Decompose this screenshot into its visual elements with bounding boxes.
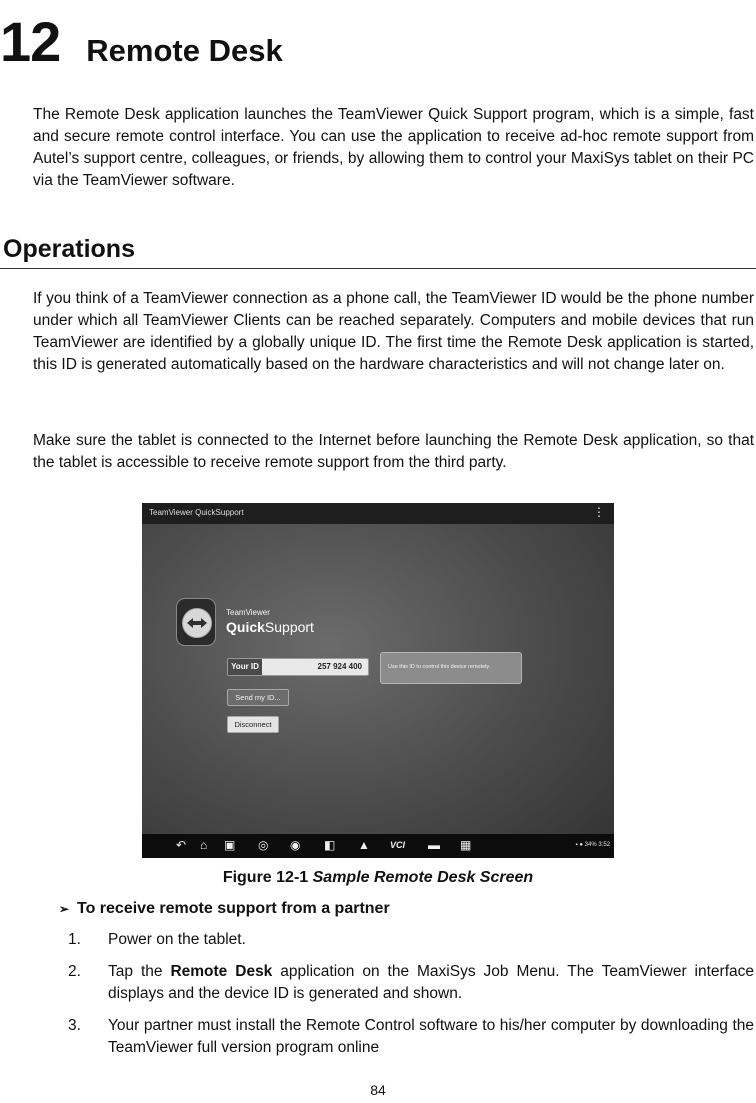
paragraph-teamviewer-id: If you think of a TeamViewer connection as a phone call, the TeamViewer ID would be the phone number under which all TeamViewer Clients can be reached separately. Computers and mobile devices that run TeamViewer are identified by a globally unique ID. The first time the Remote Desk application is started, this ID is generated automatically based on the hardware characteristics and will not change later on. — [33, 290, 754, 373]
app-title: TeamViewer QuickSupport — [149, 508, 244, 517]
display-volume-icon[interactable]: ◧ — [324, 838, 336, 852]
camera-icon[interactable]: ◉ — [290, 838, 301, 852]
maxisys-icon[interactable]: ▲ — [358, 838, 370, 852]
chapter-heading — [0, 10, 283, 73]
chrome-icon[interactable]: ◎ — [258, 838, 269, 852]
figure-caption — [0, 869, 756, 887]
step-number: 2. — [68, 963, 81, 980]
step-number: 3. — [68, 1017, 81, 1034]
id-hint-text: Use this ID to control this device remotely. — [388, 664, 491, 670]
arrow-bullet-icon: ➢ — [59, 902, 70, 916]
car-icon[interactable]: ▬ — [428, 838, 440, 852]
id-hint-tooltip — [380, 652, 522, 684]
intro-paragraph: The Remote Desk application launches the TeamViewer Quick Support program, which is a simple, fast and secure remote control interface. You can use the application to receive ad-hoc remote support from Autel’s support centre, colleagues, or friends, by allowing them to control your MaxiSys tablet on their PC via the TeamViewer software. — [33, 106, 754, 189]
overflow-menu-icon[interactable]: ⋮ — [593, 505, 605, 519]
battery-clock: 34% 3:52 — [584, 842, 610, 848]
teamviewer-logo-icon — [176, 598, 216, 646]
chapter-title: Remote Desk — [86, 33, 283, 68]
step-text: Power on the tablet. — [108, 931, 246, 948]
step-text: Your partner must install the Remote Control software to his/her computer by downloading the TeamViewer full version program online — [108, 1017, 754, 1056]
status-area: ▪ ● 34% 3:52 — [575, 842, 610, 848]
disconnect-button[interactable]: Disconnect — [227, 716, 279, 733]
recent-apps-icon[interactable]: ▣ — [224, 838, 236, 852]
step-number: 1. — [68, 931, 81, 948]
page-number: 84 — [370, 1082, 386, 1098]
your-id-value: 257 924 400 — [317, 662, 362, 671]
home-icon[interactable]: ⌂ — [200, 838, 208, 852]
back-icon[interactable]: ↶ — [176, 838, 187, 852]
section-title: Operations — [3, 235, 135, 263]
figure-title: Sample Remote Desk Screen — [312, 869, 534, 886]
send-id-button[interactable]: Send my ID... — [227, 689, 289, 706]
paragraph-internet: Make sure the tablet is connected to the Internet before launching the Remote Desk application, so that the tablet is accessible to receive remote support from the third party. — [33, 432, 754, 471]
brand-name: TeamViewer — [226, 608, 270, 617]
chapter-number: 12 — [0, 10, 61, 73]
your-id-label: Your ID — [228, 659, 262, 675]
section-heading — [0, 234, 756, 269]
app-title-bar — [142, 503, 614, 524]
your-id-field — [227, 658, 369, 676]
sample-screenshot — [142, 503, 614, 858]
shop-icon[interactable]: ▦ — [460, 838, 472, 852]
product-name: QuickSupport — [226, 619, 314, 635]
procedure-title: To receive remote support from a partner — [77, 900, 390, 917]
android-nav-bar — [142, 834, 614, 858]
step-text: Tap the Remote Desk application on the MaxiSys Job Menu. The TeamViewer interface displays and the device ID is generated and shown. — [108, 963, 755, 1002]
procedure-heading — [59, 900, 390, 918]
figure-label: Figure 12-1 — [222, 869, 309, 886]
vci-icon[interactable]: VCI — [390, 840, 406, 850]
